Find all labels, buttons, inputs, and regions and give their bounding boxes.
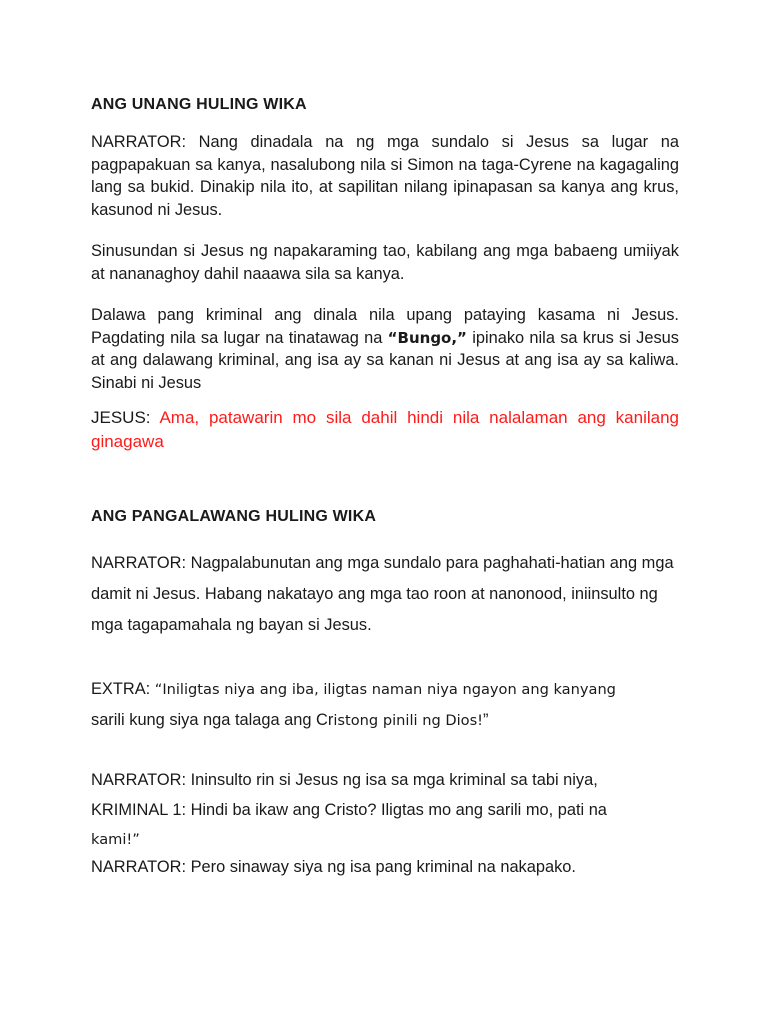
extra-dialogue (91, 674, 679, 736)
jesus-line-text: Ama, patawarin mo sila dahil hindi nila nalalaman ang kanilang ginagawa (91, 408, 680, 451)
section-heading-2: ANG PANGALAWANG HULING WIKA (91, 508, 377, 525)
kriminal-line-1: KRIMINAL 1: Hindi ba ikaw ang Cristo? Iligtas mo ang sarili mo, pati na (91, 801, 607, 819)
bungo-bold-text: “Bungo,” (387, 328, 467, 347)
extra-line-2 (91, 705, 679, 736)
criminals-text-before: Dalawa pang kriminal ang dinala nila upang pataying kasama ni Jesus. Pagdating nila sa lugar na tinatawag na (91, 306, 679, 347)
extra-colon: : (145, 680, 155, 698)
criminals-text-after: ipinako nila sa krus si Jesus at ang dalawang kriminal, ang isa ay sa kanan ni Jesus at ang isa ay sa kaliwa. Sinabi ni Jesus (91, 328, 679, 392)
extra-quote-line-2-normal: sarili kung siya nga talaga ang Cr (91, 711, 334, 729)
jesus-speaker-label: JESUS: (91, 408, 160, 427)
kriminal-line-2: kami!” (91, 831, 140, 848)
extra-quote-line-2-bold: istong pinili ng Dios! (333, 712, 484, 729)
narrator-line-3: NARRATOR: Ininsulto rin si Jesus ng isa sa mga kriminal sa tabi niya, (91, 771, 598, 789)
crowd-paragraph: Sinusundan si Jesus ng napakaraming tao, kabilang ang mga babaeng umiiyak at nananaghoy dahil naaawa sila sa kanya. (91, 242, 679, 283)
extra-speaker-label: EXTRA (91, 680, 146, 698)
narrator-paragraph-2: NARRATOR: Nagpalabunutan ang mga sundalo para paghahati-hatian ang mga damit ni Jesus. Habang nakatayo ang mga tao roon at nanonood, iniinsulto ng mga tagapamahala ng bayan si Jesus. (91, 554, 674, 634)
section-heading-1: ANG UNANG HULING WIKA (91, 96, 307, 113)
jesus-dialogue (91, 406, 679, 454)
narrator-paragraph-1: NARRATOR: Nang dinadala na ng mga sundalo si Jesus sa lugar na pagpapakuan sa kanya, nasalubong nila si Simon na taga-Cyrene na kagagaling lang sa bukid. Dinakip nila ito, at sapilitan nilang ipinapasan sa kanya ang krus, kasunod ni Jesus. (91, 133, 679, 219)
extra-line-1 (91, 674, 679, 705)
criminal-exchange (91, 765, 679, 882)
extra-quote-close: ” (483, 711, 489, 729)
extra-quote-line-1: “Iniligtas niya ang iba, iligtas naman niya ngayon ang kanyang (154, 681, 616, 698)
criminals-paragraph (91, 304, 679, 394)
narrator-line-4: NARRATOR: Pero sinaway siya ng isa pang kriminal na nakapako. (91, 858, 576, 876)
